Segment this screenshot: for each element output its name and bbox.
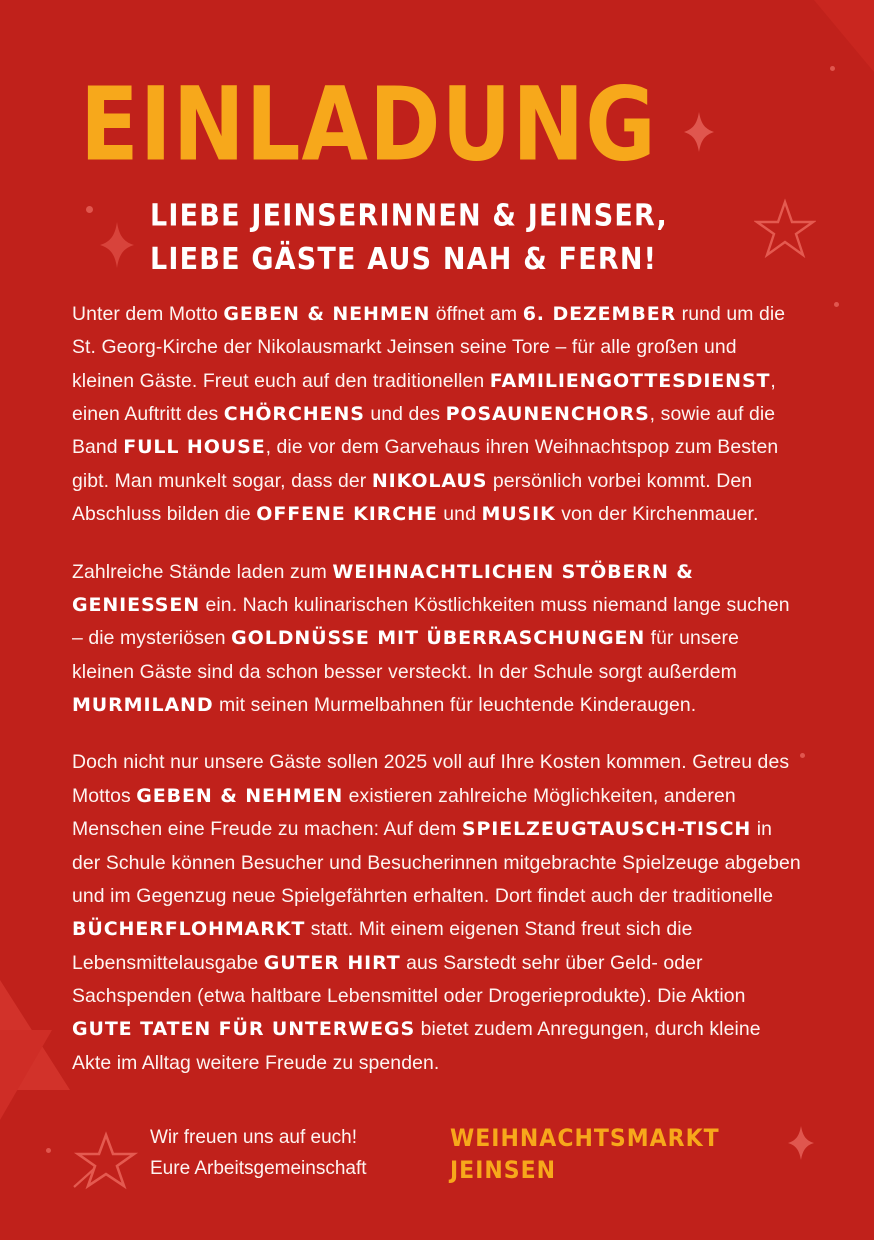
highlight-word: NIKOLAUS — [371, 469, 488, 492]
text-segment: in der Schule können Besucher und Besucherinnen mitgebrachte Spielzeuge abgeben und im Gegenzug neue Spielgefährten erhalten. Dort findet auch der traditionelle — [72, 818, 801, 907]
star-outline-icon — [72, 1123, 150, 1196]
text-segment: Zahlreiche Stände laden zum — [72, 560, 333, 583]
text-segment: existieren zahlreiche Möglichkeiten, anderen Menschen eine Freude zu machen: Auf dem — [72, 784, 736, 841]
highlight-word: CHÖRCHENS — [223, 403, 365, 426]
salutation-line-1: LIEBE JEINSERINNEN & JEINSER, — [150, 198, 668, 233]
highlight-word: GUTE TATEN FÜR UNTERWEGS — [72, 1018, 416, 1041]
highlight-word: POSAUNENCHORS — [445, 403, 650, 426]
paragraph-1 — [72, 298, 802, 532]
page-title — [80, 66, 802, 185]
text-segment: mit seinen Murmelbahnen für leuchtende Kinderaugen. — [213, 694, 697, 717]
highlight-word: SPIELZEUGTAUSCH-TISCH — [461, 818, 752, 841]
dot-decor — [830, 66, 835, 71]
highlight-word: OFFENE KIRCHE — [256, 503, 438, 526]
sparkle-icon — [100, 222, 134, 268]
text-segment: statt. Mit einem eigenen Stand freut sich die Lebensmittelausgabe — [72, 918, 693, 974]
paragraph-2 — [72, 556, 802, 723]
text-segment: , sowie auf die Band — [72, 403, 776, 459]
footer-brand-line-1: WEIHNACHTSMARKT — [450, 1125, 720, 1153]
highlight-word: BÜCHERFLOHMARKT — [72, 918, 306, 941]
salutation-line-2: LIEBE GÄSTE AUS NAH & FERN! — [150, 242, 658, 277]
highlight-word: FAMILIENGOTTESDIENST — [489, 369, 771, 392]
footer — [72, 1123, 802, 1196]
text-segment: persönlich vorbei kommt. Den Abschluss bilden die — [72, 469, 753, 526]
text-segment: öffnet am — [430, 302, 523, 325]
corner-triangle-left-decor-2 — [0, 1030, 52, 1120]
text-segment: , die vor dem Garvehaus ihren Weihnachtspop zum Besten gibt. Man munkelt sogar, dass der — [72, 436, 779, 492]
corner-triangle-left-decor — [0, 980, 70, 1090]
footer-brand-line-2: JEINSEN — [450, 1157, 557, 1185]
text-segment: und des — [364, 403, 446, 426]
salutation — [150, 194, 802, 282]
highlight-word: GOLDNÜSSE MIT ÜBERRASCHUNGEN — [231, 627, 646, 650]
text-segment: ein. Nach kulinarischen Köstlichkeiten muss niemand lange suchen – die mysteriösen — [72, 593, 790, 650]
text-segment: rund um die St. Georg-Kirche der Nikolausmarkt Jeinsen seine Tore – für alle großen und kleinen Gäste. Freut euch auf den traditionellen — [72, 302, 786, 392]
footer-brand — [450, 1123, 720, 1187]
text-segment: bietet zudem Anregungen, durch kleine Akte im Alltag weitere Freude zu spenden. — [72, 1018, 761, 1074]
page-title-text: EINLADUNG — [80, 66, 657, 185]
highlight-word: 6. DEZEMBER — [522, 302, 677, 325]
highlight-word: GUTER HIRT — [263, 951, 401, 974]
text-segment: für unsere kleinen Gäste sind da schon besser versteckt. In der Schule sorgt außerdem — [72, 627, 739, 683]
dot-decor — [86, 206, 93, 213]
highlight-word: GEBEN & NEHMEN — [223, 302, 431, 325]
text-segment: , einen Auftritt des — [72, 369, 776, 426]
highlight-word: FULL HOUSE — [123, 436, 266, 459]
highlight-word: MUSIK — [481, 503, 556, 526]
footer-line-1: Wir freuen uns auf euch! — [150, 1127, 357, 1148]
text-segment: Doch nicht nur unsere Gäste sollen 2025 voll auf Ihre Kosten kommen. Getreu des Mottos — [72, 751, 790, 807]
dot-decor — [834, 302, 839, 307]
paragraph-3 — [72, 746, 802, 1080]
text-segment: und — [437, 503, 482, 526]
footer-line-2: Eure Arbeitsgemeinschaft — [150, 1157, 367, 1179]
corner-triangle-top-right-decor — [814, 0, 874, 72]
text-segment: Unter dem Motto — [72, 302, 224, 325]
text-segment: von der Kirchenmauer. — [555, 503, 759, 526]
dot-decor — [46, 1148, 51, 1153]
highlight-word: GEBEN & NEHMEN — [136, 784, 344, 807]
highlight-word: WEIHNACHTLICHEN STÖBERN & GENIESSEN — [72, 560, 694, 616]
highlight-word: MURMILAND — [72, 694, 214, 717]
footer-signoff — [150, 1123, 450, 1185]
text-segment: aus Sarstedt sehr über Geld- oder Sachspenden (etwa haltbare Lebensmittel oder Drogerieprodukte). Die Aktion — [72, 951, 746, 1008]
